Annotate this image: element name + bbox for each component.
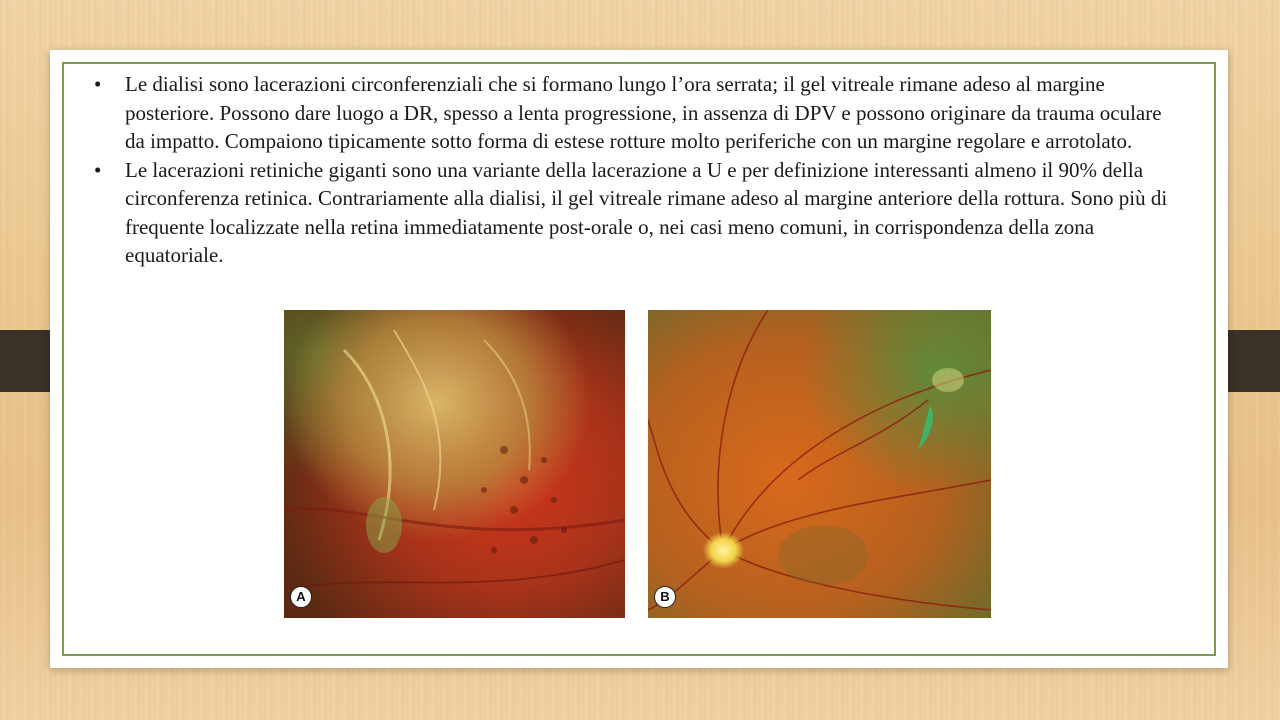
slide-text-content: [94, 70, 1174, 270]
bullet-item-dialisi: [94, 70, 1174, 156]
figure-label-b: B: [654, 586, 676, 608]
fundus-photo-a: [284, 310, 625, 618]
bullet-item-lacerazioni-giganti: [94, 156, 1174, 270]
bullet-marker: •: [94, 72, 102, 96]
bullet-text: Le lacerazioni retiniche giganti sono una variante della lacerazione a U e per definizione interessanti almeno il 90% della circonferenza retinica. Contrariamente alla dialisi, il gel vitreale rimane adeso al margine anteriore della rottura. Sono più di frequente localizzate nella retina immediatamente post-orale o, nei casi meno comuni, in corrispondenza della zona equatoriale.: [125, 157, 1168, 267]
fundus-image-a: [284, 310, 625, 618]
fundus-image-b: [648, 310, 991, 618]
fundus-photo-b: [648, 310, 991, 618]
slide-paper: [50, 50, 1228, 668]
bullet-text: Le dialisi sono lacerazioni circonferenziali che si formano lungo l’ora serrata; il gel vitreale rimane adeso al margine posteriore. Possono dare luogo a DR, spesso a lenta progressione, in assenza di DPV e possono originare da trauma oculare da impatto. Compaiono tipicamente sotto forma di estese rotture molto periferiche con un margine regolare e arrotolato.: [125, 72, 1162, 153]
bullet-marker: •: [94, 157, 102, 182]
figure-label-a: A: [290, 586, 312, 608]
